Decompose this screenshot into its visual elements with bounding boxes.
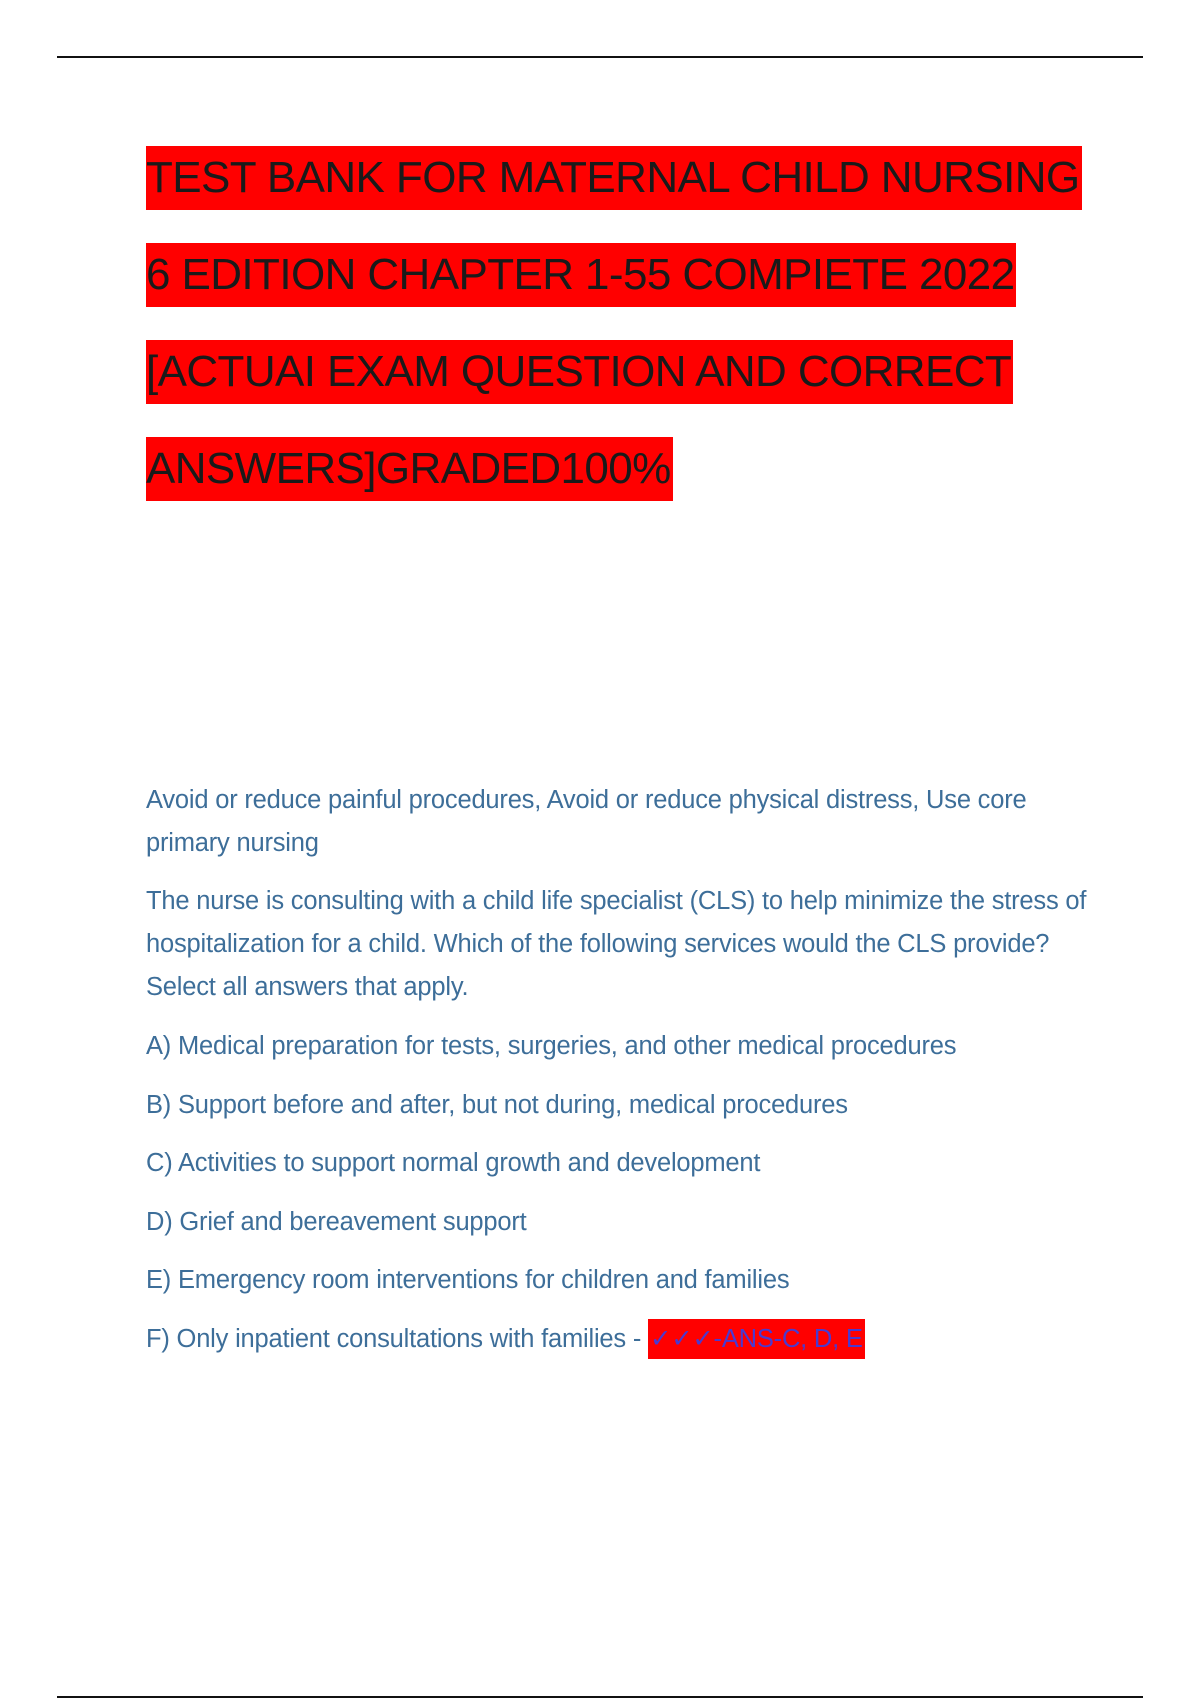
title-line-4: ANSWERS]GRADED100% (146, 437, 673, 501)
question-text: The nurse is consulting with a child life specialist (CLS) to help minimize the stress of hospitalization for a child. Which of the following services would the CLS provide? Select all answers that apply. (146, 887, 1087, 1001)
option-f (146, 1319, 1146, 1378)
title-line-3: [ACTUAI EXAM QUESTION AND CORRECT (146, 340, 1013, 404)
top-rule (57, 56, 1143, 58)
option-b: B) Support before and after, but not during, medical procedures (146, 1090, 848, 1119)
title-line-1: TEST BANK FOR MATERNAL CHILD NURSING (146, 146, 1082, 210)
option-a: A) Medical preparation for tests, surgeries, and other medical procedures (146, 1032, 957, 1060)
correct-answer: ✓✓✓-ANS-C, D, E (648, 1319, 865, 1359)
option-e: E) Emergency room interventions for children and families (146, 1266, 790, 1294)
answer-options (146, 1026, 1146, 1377)
option-d: D) Grief and bereavement support (146, 1207, 527, 1236)
option-f-text: F) Only inpatient consultations with families - (146, 1324, 649, 1353)
bottom-rule (57, 1696, 1143, 1698)
previous-answer-text: Avoid or reduce painful procedures, Avoid or reduce physical distress, Use core primary nursing (146, 786, 1027, 857)
option-c: C) Activities to support normal growth and development (146, 1149, 761, 1177)
document-title (146, 146, 1106, 534)
title-line-2: 6 EDITION CHAPTER 1-55 COMPIETE 2022 (146, 243, 1016, 307)
